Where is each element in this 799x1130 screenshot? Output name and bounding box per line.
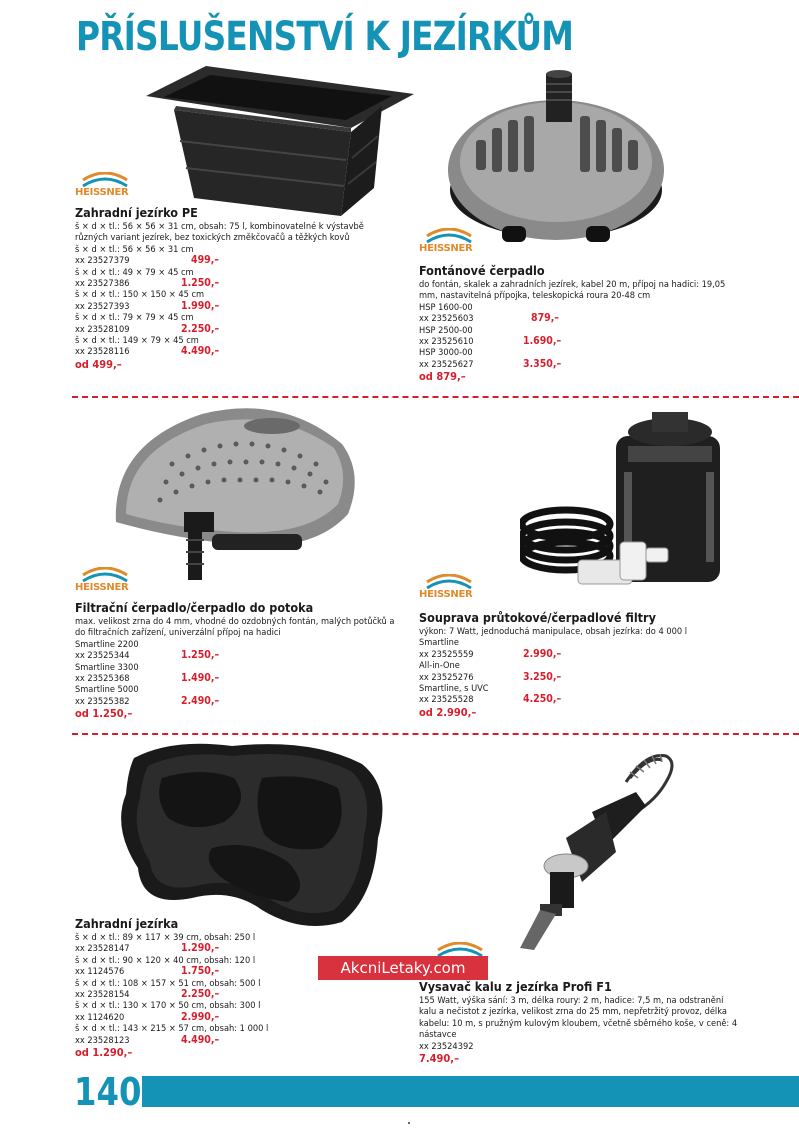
product-filter-pump: [75, 601, 397, 720]
variant-label: xx 1124576: [75, 966, 125, 978]
page-number: 140: [74, 1070, 142, 1114]
variant-label: xx 23525276: [419, 671, 474, 683]
square-pond-image: [146, 66, 414, 226]
variant-price: 3.350,–: [523, 357, 562, 370]
variant-label: xx 23525603: [419, 313, 474, 325]
variant-label: xx 23525368: [75, 672, 130, 684]
brand-label: HEISSNER: [419, 243, 473, 254]
brand-label: HEISSNER: [419, 589, 473, 600]
price-from: od 1.290,–: [75, 1045, 133, 1059]
product-name: Vysavač kalu z jezírka Profi F1: [419, 979, 612, 994]
variant-label: š × d × tl.: 79 × 79 × 45 cm: [75, 312, 194, 324]
variant-label: xx 23528123: [75, 1034, 130, 1046]
variant-label: All-in-One: [419, 660, 460, 672]
variant-price: 2.250,–: [181, 322, 220, 335]
product-description: max. velikost zrna do 4 mm, vhodné do ozdobných fontán, malých potůčků a do filtračních zařízení, univerzální přípoj na hadici: [75, 616, 395, 639]
heissner-logo: [75, 172, 139, 198]
product-name: Zahradní jezírka: [75, 916, 179, 931]
variant-label: š × d × tl.: 89 × 117 × 39 cm, obsah: 250 l: [75, 932, 256, 943]
variant-label: š × d × tl.: 150 × 150 × 45 cm: [75, 289, 205, 301]
heissner-logo: [419, 228, 483, 254]
brand-label: HEISSNER: [75, 582, 129, 593]
variant-label: xx 23525627: [419, 358, 474, 370]
variant-label: HSP 3000-00: [419, 347, 473, 359]
variant-label: Smartline: [419, 637, 459, 649]
variant-price: 4.490,–: [181, 345, 220, 358]
page-title: PŘÍSLUŠENSTVÍ K JEZÍRKŮM: [76, 14, 574, 60]
variant-price: 1.290,–: [181, 942, 220, 955]
price-from: od 499,–: [75, 357, 122, 371]
product-pond-vacuum: [419, 980, 739, 1065]
product-preformed-ponds: [75, 917, 397, 1059]
section-divider: [72, 396, 799, 398]
variant-price: 1.250,–: [181, 649, 220, 662]
variant-label: xx 23524392: [419, 1040, 474, 1052]
variant-price: 879,–: [531, 312, 560, 325]
product-description: 155 Watt, výška sání: 3 m, délka roury: 2 m, hadice: 7,5 m, na odstranění kalu a nečistot z jezírka, velikost zrna do 25 mm, nepřetržitý provoz, délka kabelu: 10 m, s pružným kulovým kloubem, včetně sběrného koše, v ceně: 4 nástavce: [419, 995, 738, 1041]
variant-price: 1.490,–: [181, 671, 220, 684]
product-name: Fontánové čerpadlo: [419, 263, 545, 278]
product-name: Filtrační čerpadlo/čerpadlo do potoka: [75, 600, 314, 615]
price-from: od 1.250,–: [75, 707, 133, 721]
price-from: od 2.990,–: [419, 705, 477, 719]
filter-set-image: [520, 412, 732, 592]
variant-price: 1.690,–: [523, 334, 562, 347]
product-description: š × d × tl.: 56 × 56 × 31 cm, obsah: 75 l, kombinovatelné k výstavbě různých variant jezírek, bez toxických změkčovačů a těžkých kovů: [75, 221, 364, 244]
price-from: od 879,–: [419, 370, 466, 384]
watermark-banner: AkcniLetaky.com: [318, 956, 488, 980]
footer-bar: [142, 1076, 799, 1107]
variant-label: xx 23528154: [75, 988, 130, 1000]
section-divider: [72, 733, 799, 735]
variant-label: HSP 2500-00: [419, 324, 473, 336]
pond-vacuum-image: [506, 742, 686, 954]
product-description: výkon: 7 Watt, jednoduchá manipulace, obsah jezírka: do 4 000 l: [419, 626, 688, 637]
product-name: Souprava průtokové/čerpadlové filtry: [419, 610, 656, 625]
product-fountain-pump: [419, 264, 737, 383]
product-square-pond: [75, 206, 397, 371]
variant-label: Smartline 5000: [75, 684, 139, 696]
variant-label: Smartline 3300: [75, 661, 139, 673]
price-from: 7.490,–: [419, 1052, 460, 1066]
variant-label: xx 23525610: [419, 335, 474, 347]
variant-label: xx 23525528: [419, 694, 474, 706]
variant-label: Smartline, s UVC: [419, 682, 489, 694]
variant-label: š × d × tl.: 56 × 56 × 31 cm: [75, 243, 194, 255]
variant-price: 3.250,–: [523, 670, 562, 683]
variant-label: xx 23528109: [75, 323, 130, 335]
variant-label: xx 23525344: [75, 650, 130, 662]
variant-label: xx 23528147: [75, 943, 130, 955]
brand-label: HEISSNER: [75, 187, 129, 198]
variant-label: š × d × tl.: 49 × 79 × 45 cm: [75, 266, 194, 278]
preformed-pond-image: [112, 738, 390, 934]
variant-price: 1.990,–: [181, 299, 220, 312]
variant-price: 4.250,–: [523, 693, 562, 706]
variant-label: xx 23525559: [419, 648, 474, 660]
variant-label: xx 23528116: [75, 346, 130, 358]
page-dot: [408, 1122, 410, 1124]
variant-label: š × d × tl.: 130 × 170 × 50 cm, obsah: 300 l: [75, 1000, 261, 1012]
product-name: Zahradní jezírko PE: [75, 205, 198, 220]
product-filter-set: [419, 611, 737, 719]
variant-price: 2.990,–: [523, 647, 562, 660]
variant-label: xx 23527393: [75, 300, 130, 312]
variant-price: 2.490,–: [181, 694, 220, 707]
filter-pump-image: [112, 404, 360, 586]
variant-label: š × d × tl.: 90 × 120 × 40 cm, obsah: 120 l: [75, 954, 256, 966]
variant-label: HSP 1600-00: [419, 301, 473, 313]
variant-price: 499,–: [191, 254, 220, 267]
variant-label: Smartline 2200: [75, 638, 139, 650]
variant-price: 2.990,–: [181, 1010, 220, 1023]
variant-label: š × d × tl.: 143 × 215 × 57 cm, obsah: 1 000 l: [75, 1023, 269, 1035]
variant-price: 2.250,–: [181, 987, 220, 1000]
variant-label: xx 1124620: [75, 1011, 125, 1023]
heissner-logo: [419, 574, 483, 600]
variant-label: š × d × tl.: 149 × 79 × 45 cm: [75, 334, 199, 346]
variant-price: 1.250,–: [181, 276, 220, 289]
variant-label: xx 23525382: [75, 695, 130, 707]
fountain-pump-image: [446, 70, 668, 248]
variant-label: š × d × tl.: 108 × 157 × 51 cm, obsah: 500 l: [75, 977, 261, 989]
variant-label: xx 23527386: [75, 277, 130, 289]
variant-label: xx 23527379: [75, 255, 130, 267]
product-description: do fontán, skalek a zahradních jezírek, kabel 20 m, přípoj na hadici: 19,05 mm, nastavitelná přípojka, teleskopická roura 20-48 cm: [419, 279, 726, 302]
variant-price: 1.750,–: [181, 965, 220, 978]
variant-price: 4.490,–: [181, 1033, 220, 1046]
